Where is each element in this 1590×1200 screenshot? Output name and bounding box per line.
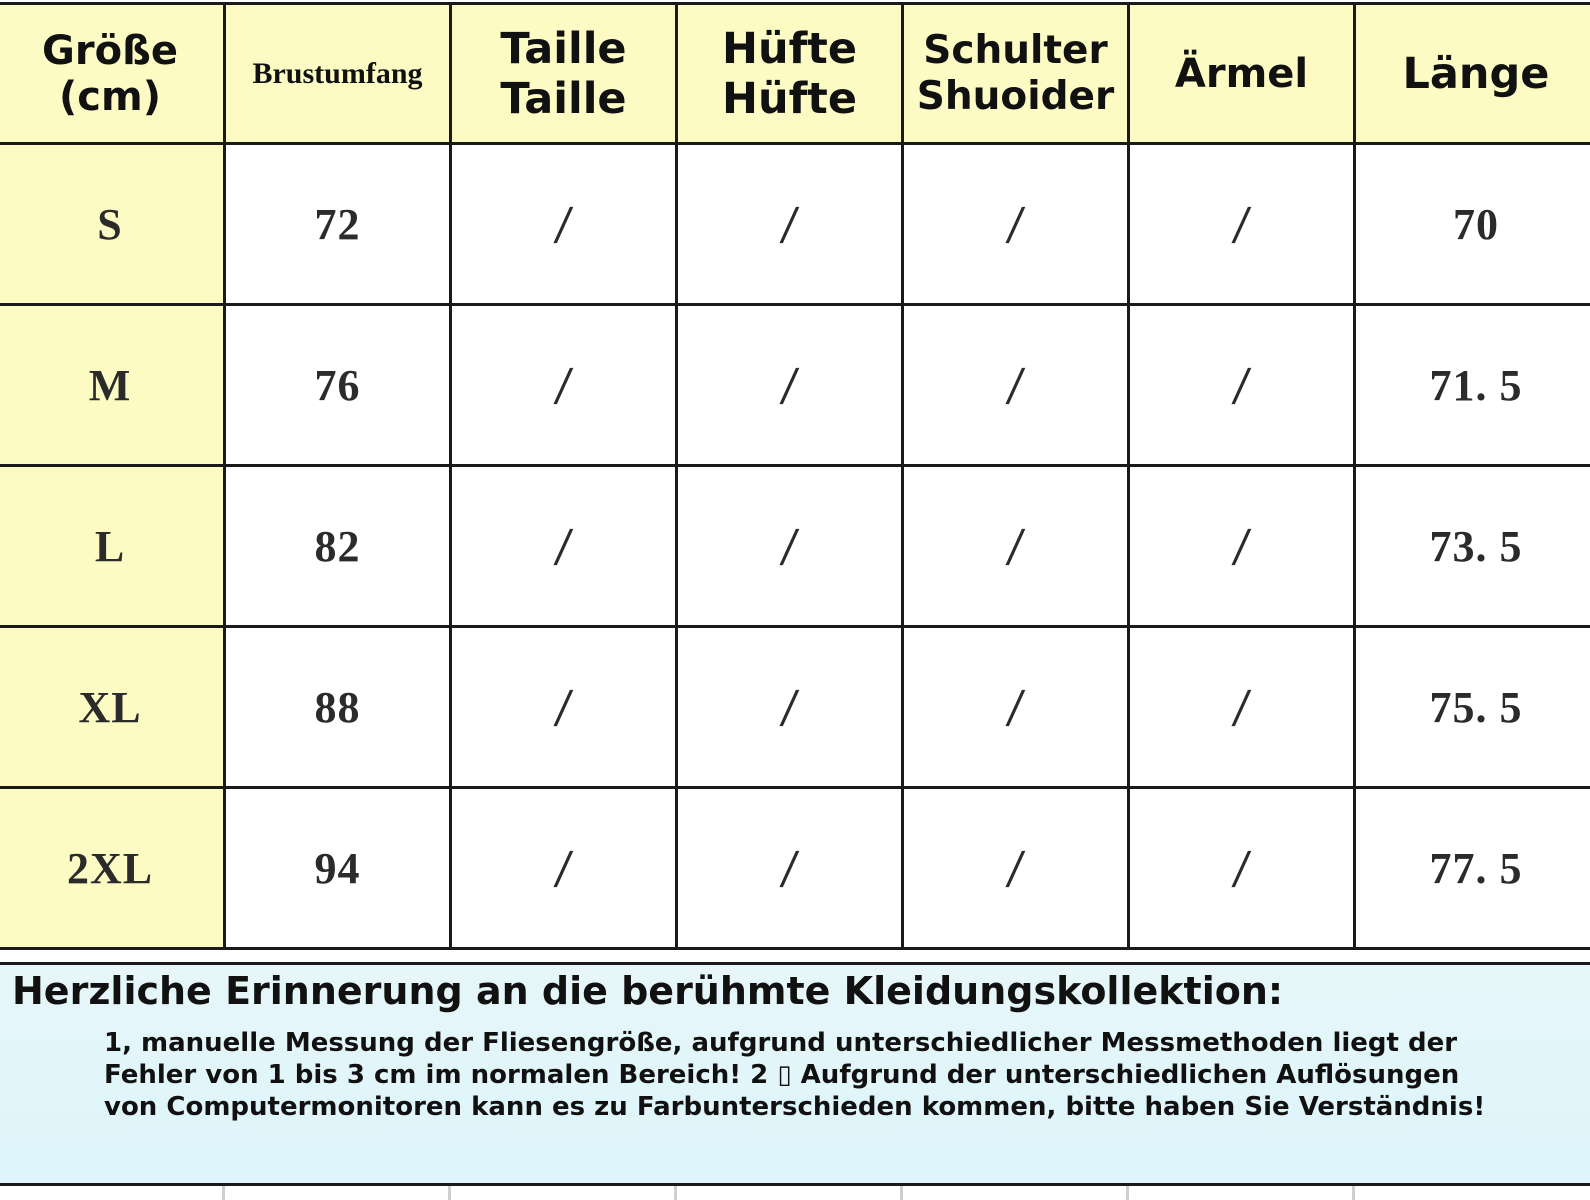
chest-value: 82 <box>314 521 361 571</box>
table-row <box>0 788 1590 949</box>
column-header-hip <box>677 4 903 144</box>
header-row <box>0 4 1590 144</box>
size-table <box>0 2 1590 950</box>
column-header-line: (cm) <box>59 73 161 120</box>
column-header-line: Taille <box>500 23 627 74</box>
size-label-cell <box>0 788 225 949</box>
length-value: 75. 5 <box>1429 682 1523 732</box>
size-label: XL <box>78 682 142 732</box>
chest-cell <box>225 627 451 788</box>
divider <box>674 1186 677 1200</box>
sleeve-value: / <box>1230 842 1253 894</box>
divider <box>1126 1186 1129 1200</box>
divider <box>222 1186 225 1200</box>
length-value: 73. 5 <box>1429 521 1523 571</box>
column-header-size <box>0 4 225 144</box>
shoulder-value: / <box>1004 198 1027 250</box>
column-header-line: Shuoider <box>916 73 1115 119</box>
bottom-strip <box>0 1186 1590 1200</box>
length-cell <box>1355 144 1590 305</box>
divider <box>448 1186 451 1200</box>
table-row <box>0 466 1590 627</box>
column-header-sleeve <box>1129 4 1355 144</box>
shoulder-cell <box>903 466 1129 627</box>
waist-cell <box>451 144 677 305</box>
waist-cell <box>451 305 677 466</box>
size-label-cell <box>0 305 225 466</box>
reminder-line: 1, manuelle Messung der Fliesengröße, aufgrund unterschiedlicher Messmethoden liegt der <box>104 1028 1458 1058</box>
chest-value: 72 <box>314 199 361 249</box>
table-row <box>0 305 1590 466</box>
shoulder-cell <box>903 788 1129 949</box>
chest-value: 94 <box>314 843 361 893</box>
table-row <box>0 144 1590 305</box>
column-header-line: Taille <box>500 73 627 124</box>
table-body <box>0 144 1590 949</box>
length-value: 77. 5 <box>1429 843 1523 893</box>
sleeve-value: / <box>1230 359 1253 411</box>
column-header-chest <box>225 4 451 144</box>
shoulder-value: / <box>1004 359 1027 411</box>
shoulder-cell <box>903 627 1129 788</box>
hip-cell <box>677 627 903 788</box>
hip-value: / <box>778 198 801 250</box>
divider <box>900 1186 903 1200</box>
chest-value: 76 <box>314 360 361 410</box>
reminder-body <box>104 1027 1544 1123</box>
sleeve-cell <box>1129 466 1355 627</box>
reminder-title: Herzliche Erinnerung an die berühmte Kleidungskollektion: <box>12 969 1284 1013</box>
reminder-line: Fehler von 1 bis 3 cm im normalen Bereich! 2 ▯ Aufgrund der unterschiedlichen Auflösungen <box>104 1060 1460 1090</box>
hip-value: / <box>778 842 801 894</box>
length-cell <box>1355 466 1590 627</box>
length-value: 71. 5 <box>1429 360 1523 410</box>
hip-value: / <box>778 681 801 733</box>
waist-cell <box>451 627 677 788</box>
chest-cell <box>225 788 451 949</box>
shoulder-cell <box>903 305 1129 466</box>
hip-cell <box>677 466 903 627</box>
size-label: S <box>97 199 123 249</box>
waist-value: / <box>552 359 575 411</box>
sleeve-cell <box>1129 788 1355 949</box>
chest-cell <box>225 466 451 627</box>
size-label-cell <box>0 144 225 305</box>
column-header-shoulder <box>903 4 1129 144</box>
size-label: M <box>88 360 132 410</box>
table-row <box>0 627 1590 788</box>
shoulder-value: / <box>1004 520 1027 572</box>
hip-cell <box>677 144 903 305</box>
column-header-line: Brustumfang <box>252 56 423 90</box>
column-header-line: Hüfte <box>721 23 858 74</box>
reminder-note <box>0 962 1590 1186</box>
hip-cell <box>677 305 903 466</box>
waist-cell <box>451 788 677 949</box>
hip-cell <box>677 788 903 949</box>
chest-value: 88 <box>314 682 361 732</box>
column-header-line: Hüfte <box>721 73 858 124</box>
sleeve-value: / <box>1230 681 1253 733</box>
column-header-line: Größe <box>42 27 178 74</box>
waist-value: / <box>552 198 575 250</box>
column-header-line: Länge <box>1402 48 1550 99</box>
waist-cell <box>451 466 677 627</box>
reminder-line: von Computermonitoren kann es zu Farbunterschieden kommen, bitte haben Sie Verständnis! <box>104 1092 1486 1122</box>
length-cell <box>1355 305 1590 466</box>
divider <box>1352 1186 1355 1200</box>
size-label-cell <box>0 627 225 788</box>
hip-value: / <box>778 359 801 411</box>
sleeve-cell <box>1129 305 1355 466</box>
size-label: 2XL <box>66 843 154 893</box>
waist-value: / <box>552 681 575 733</box>
column-header-line: Schulter <box>923 27 1108 73</box>
size-label: L <box>94 521 126 571</box>
sleeve-value: / <box>1230 198 1253 250</box>
hip-value: / <box>778 520 801 572</box>
length-value: 70 <box>1453 199 1499 249</box>
chest-cell <box>225 305 451 466</box>
chest-cell <box>225 144 451 305</box>
length-cell <box>1355 788 1590 949</box>
size-label-cell <box>0 466 225 627</box>
shoulder-value: / <box>1004 842 1027 894</box>
shoulder-cell <box>903 144 1129 305</box>
length-cell <box>1355 627 1590 788</box>
sleeve-cell <box>1129 627 1355 788</box>
waist-value: / <box>552 842 575 894</box>
shoulder-value: / <box>1004 681 1027 733</box>
column-header-waist <box>451 4 677 144</box>
sleeve-value: / <box>1230 520 1253 572</box>
column-header-line: Ärmel <box>1174 50 1309 97</box>
waist-value: / <box>552 520 575 572</box>
column-header-length <box>1355 4 1590 144</box>
sleeve-cell <box>1129 144 1355 305</box>
